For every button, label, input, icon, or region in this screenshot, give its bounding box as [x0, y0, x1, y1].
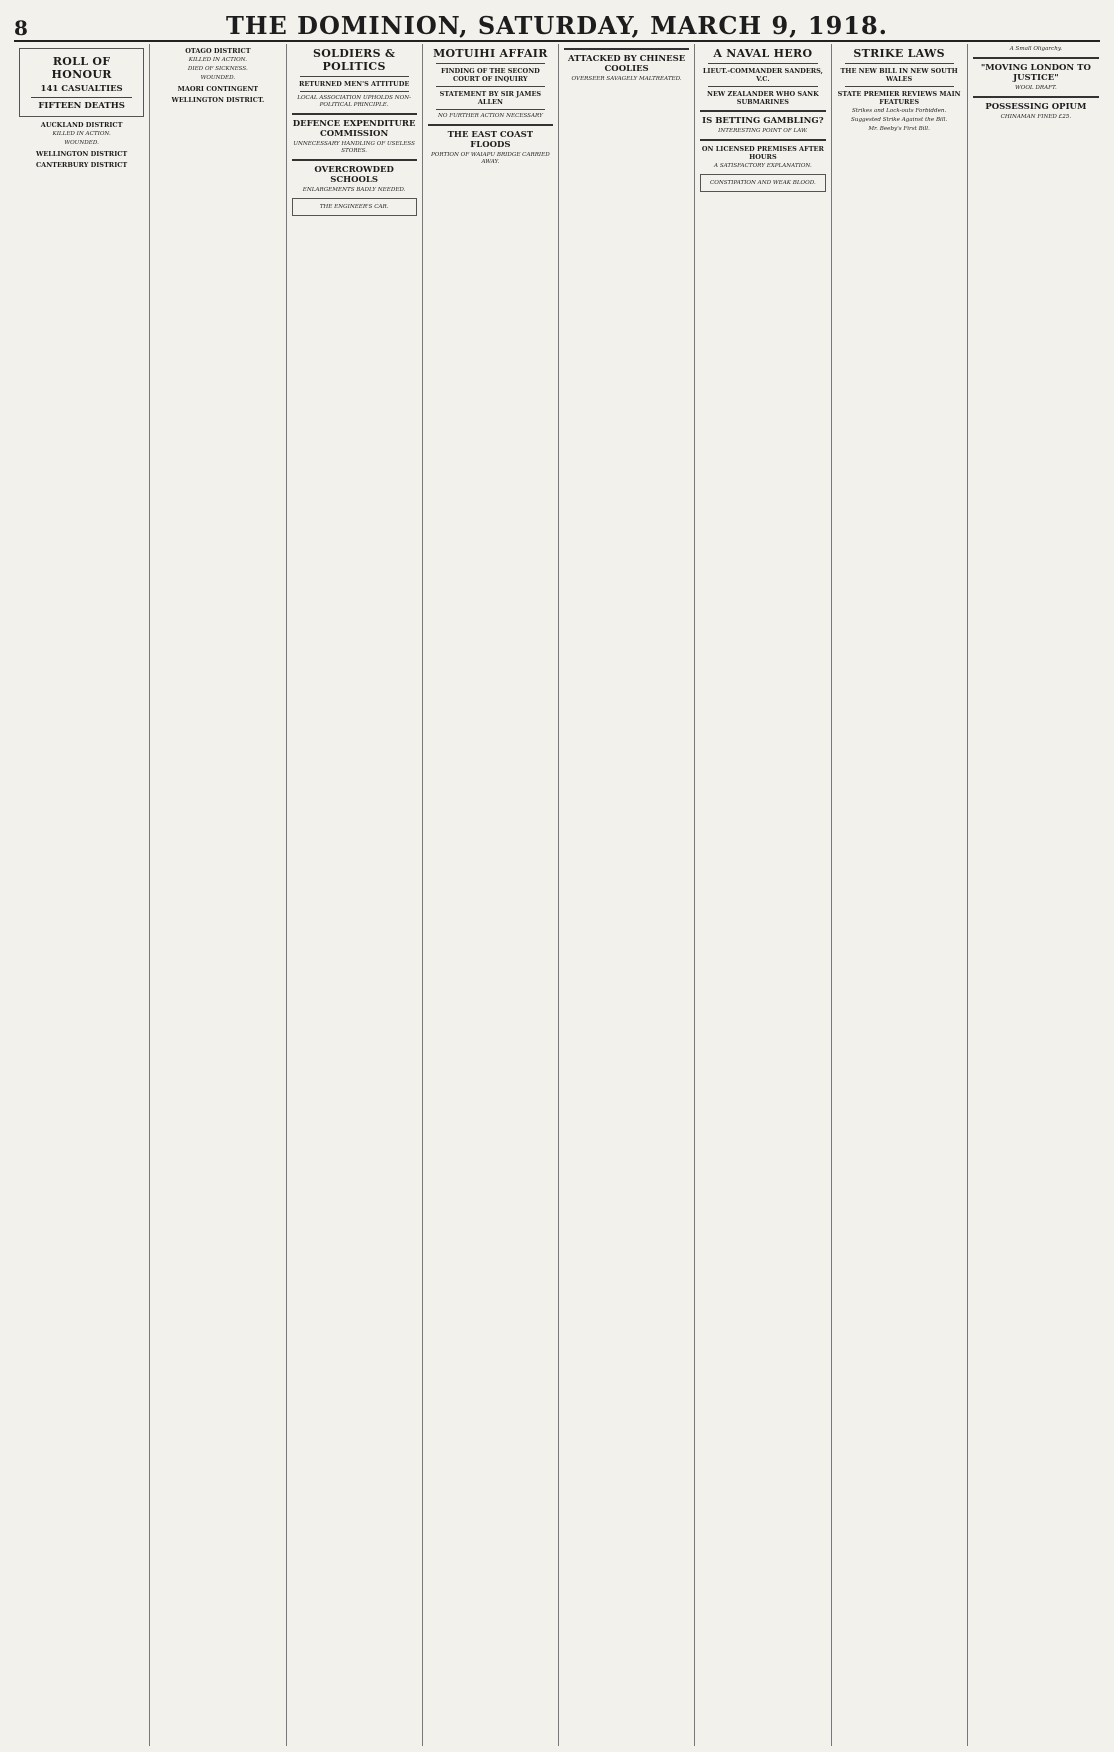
- naval-hero-title: A NAVAL HERO: [713, 47, 813, 60]
- wounded-heading: WOUNDED.: [64, 140, 99, 146]
- strikes-forbidden-subhead: Strikes and Lock-outs Forbidden.: [851, 108, 947, 114]
- advertisement-box: [700, 174, 825, 192]
- strike-laws-title: STRIKE LAWS: [853, 47, 945, 60]
- statement-subhead: STATEMENT BY SIR JAMES ALLEN: [439, 90, 542, 106]
- wool-draft-subhead: WOOL DRAFT.: [1015, 85, 1057, 91]
- column-1: [14, 44, 150, 1746]
- page-number: 8: [14, 16, 28, 40]
- betting-heading: IS BETTING GAMBLING?: [702, 116, 824, 126]
- new-bill-subtitle: THE NEW BILL IN NEW SOUTH WALES: [840, 67, 958, 83]
- licensed-premises-heading: ON LICENSED PREMISES AFTER HOURS: [701, 145, 824, 161]
- killed-heading: KILLED IN ACTION.: [188, 57, 247, 63]
- beeby-first-bill-subhead: Mr. Beeby's First Bill.: [868, 126, 930, 132]
- column-5: [559, 44, 695, 1746]
- masthead: [14, 6, 1100, 42]
- wellington2-heading: WELLINGTON DISTRICT.: [171, 96, 265, 104]
- column-3: [287, 44, 423, 1746]
- opium-heading: POSSESSING OPIUM: [985, 102, 1087, 112]
- oligarchy-subhead: A Small Oligarchy.: [1009, 46, 1063, 52]
- column-7: [832, 44, 968, 1746]
- waiapu-subhead: PORTION OF WAIAPU BRIDGE CARRIED AWAY.: [431, 152, 550, 165]
- state-premier-subhead: STATE PREMIER REVIEWS MAIN FEATURES: [837, 90, 961, 106]
- overcrowded-heading: OVERCROWDED SCHOOLS: [314, 165, 394, 185]
- newspaper-title: THE DOMINION, SATURDAY, MARCH 9, 1918.: [225, 11, 889, 40]
- casualties-heading: 141 CASUALTIES: [40, 84, 123, 94]
- auckland-heading: AUCKLAND DISTRICT: [40, 121, 123, 129]
- second-court-subtitle: FINDING OF THE SECOND COURT OF INQUIRY: [440, 67, 540, 83]
- otago-heading: OTAGO DISTRICT: [185, 47, 251, 55]
- wellington-heading: WELLINGTON DISTRICT: [35, 150, 128, 158]
- point-of-law-subhead: INTERESTING POINT OF LAW.: [718, 128, 808, 134]
- soldiers-politics-title: SOLDIERS & POLITICS: [313, 47, 396, 73]
- deaths-heading: FIFTEEN DEATHS: [38, 101, 125, 111]
- wounded-heading: WOUNDED.: [200, 75, 236, 81]
- column-6: [695, 44, 831, 1746]
- returned-men-subtitle: RETURNED MEN'S ATTITUDE: [298, 80, 410, 88]
- useless-stores-subhead: UNNECESSARY HANDLING OF USELESS STORES.: [293, 141, 415, 154]
- newspaper-columns: [14, 44, 1104, 1746]
- roll-of-honour-box: [19, 48, 144, 117]
- constipation-heading: CONSTIPATION AND WEAK BLOOD.: [709, 180, 816, 186]
- local-association-subhead: LOCAL ASSOCIATION UPHOLDS NON-POLITICAL PRINCIPLE.: [297, 95, 411, 108]
- submarines-subhead: NEW ZEALANDER WHO SANK SUBMARINES: [707, 90, 819, 106]
- killed-heading: KILLED IN ACTION.: [52, 131, 111, 137]
- maori-heading: MAORI CONTINGENT: [177, 85, 259, 93]
- roll-of-honour-title: ROLL OF HONOUR: [51, 55, 112, 81]
- column-2: [150, 44, 286, 1746]
- suggested-strike-subhead: Suggested Strike Against the Bill.: [851, 117, 948, 123]
- no-action-subhead: NO FURTHER ACTION NECESSARY: [437, 113, 543, 119]
- canterbury-heading: CANTERBURY DISTRICT: [35, 161, 128, 169]
- explanation-subhead: A SATISFACTORY EXPLANATION.: [714, 163, 812, 169]
- floods-heading: THE EAST COAST FLOODS: [447, 130, 534, 150]
- defence-heading: DEFENCE EXPENDITURE COMMISSION: [292, 119, 416, 139]
- attacked-heading: ATTACKED BY CHINESE COOLIES: [567, 54, 686, 74]
- engineer-car-heading: THE ENGINEER'S CAR.: [319, 204, 389, 210]
- enlargements-subhead: ENLARGEMENTS BADLY NEEDED.: [302, 187, 406, 193]
- chinaman-fined-subhead: CHINAMAN FINED £25.: [1000, 114, 1072, 120]
- column-4: [423, 44, 559, 1746]
- sanders-subtitle: LIEUT.-COMMANDER SANDERS, V.C.: [702, 67, 823, 83]
- overseer-subhead: OVERSEER SAVAGELY MALTREATED.: [571, 76, 682, 82]
- died-heading: DIED OF SICKNESS.: [187, 66, 248, 72]
- motuihi-title: MOTUIHI AFFAIR: [433, 47, 548, 60]
- column-8: [968, 44, 1104, 1746]
- advertisement-box: [292, 198, 417, 216]
- moving-london-heading: "MOVING LONDON TO JUSTICE": [980, 63, 1091, 83]
